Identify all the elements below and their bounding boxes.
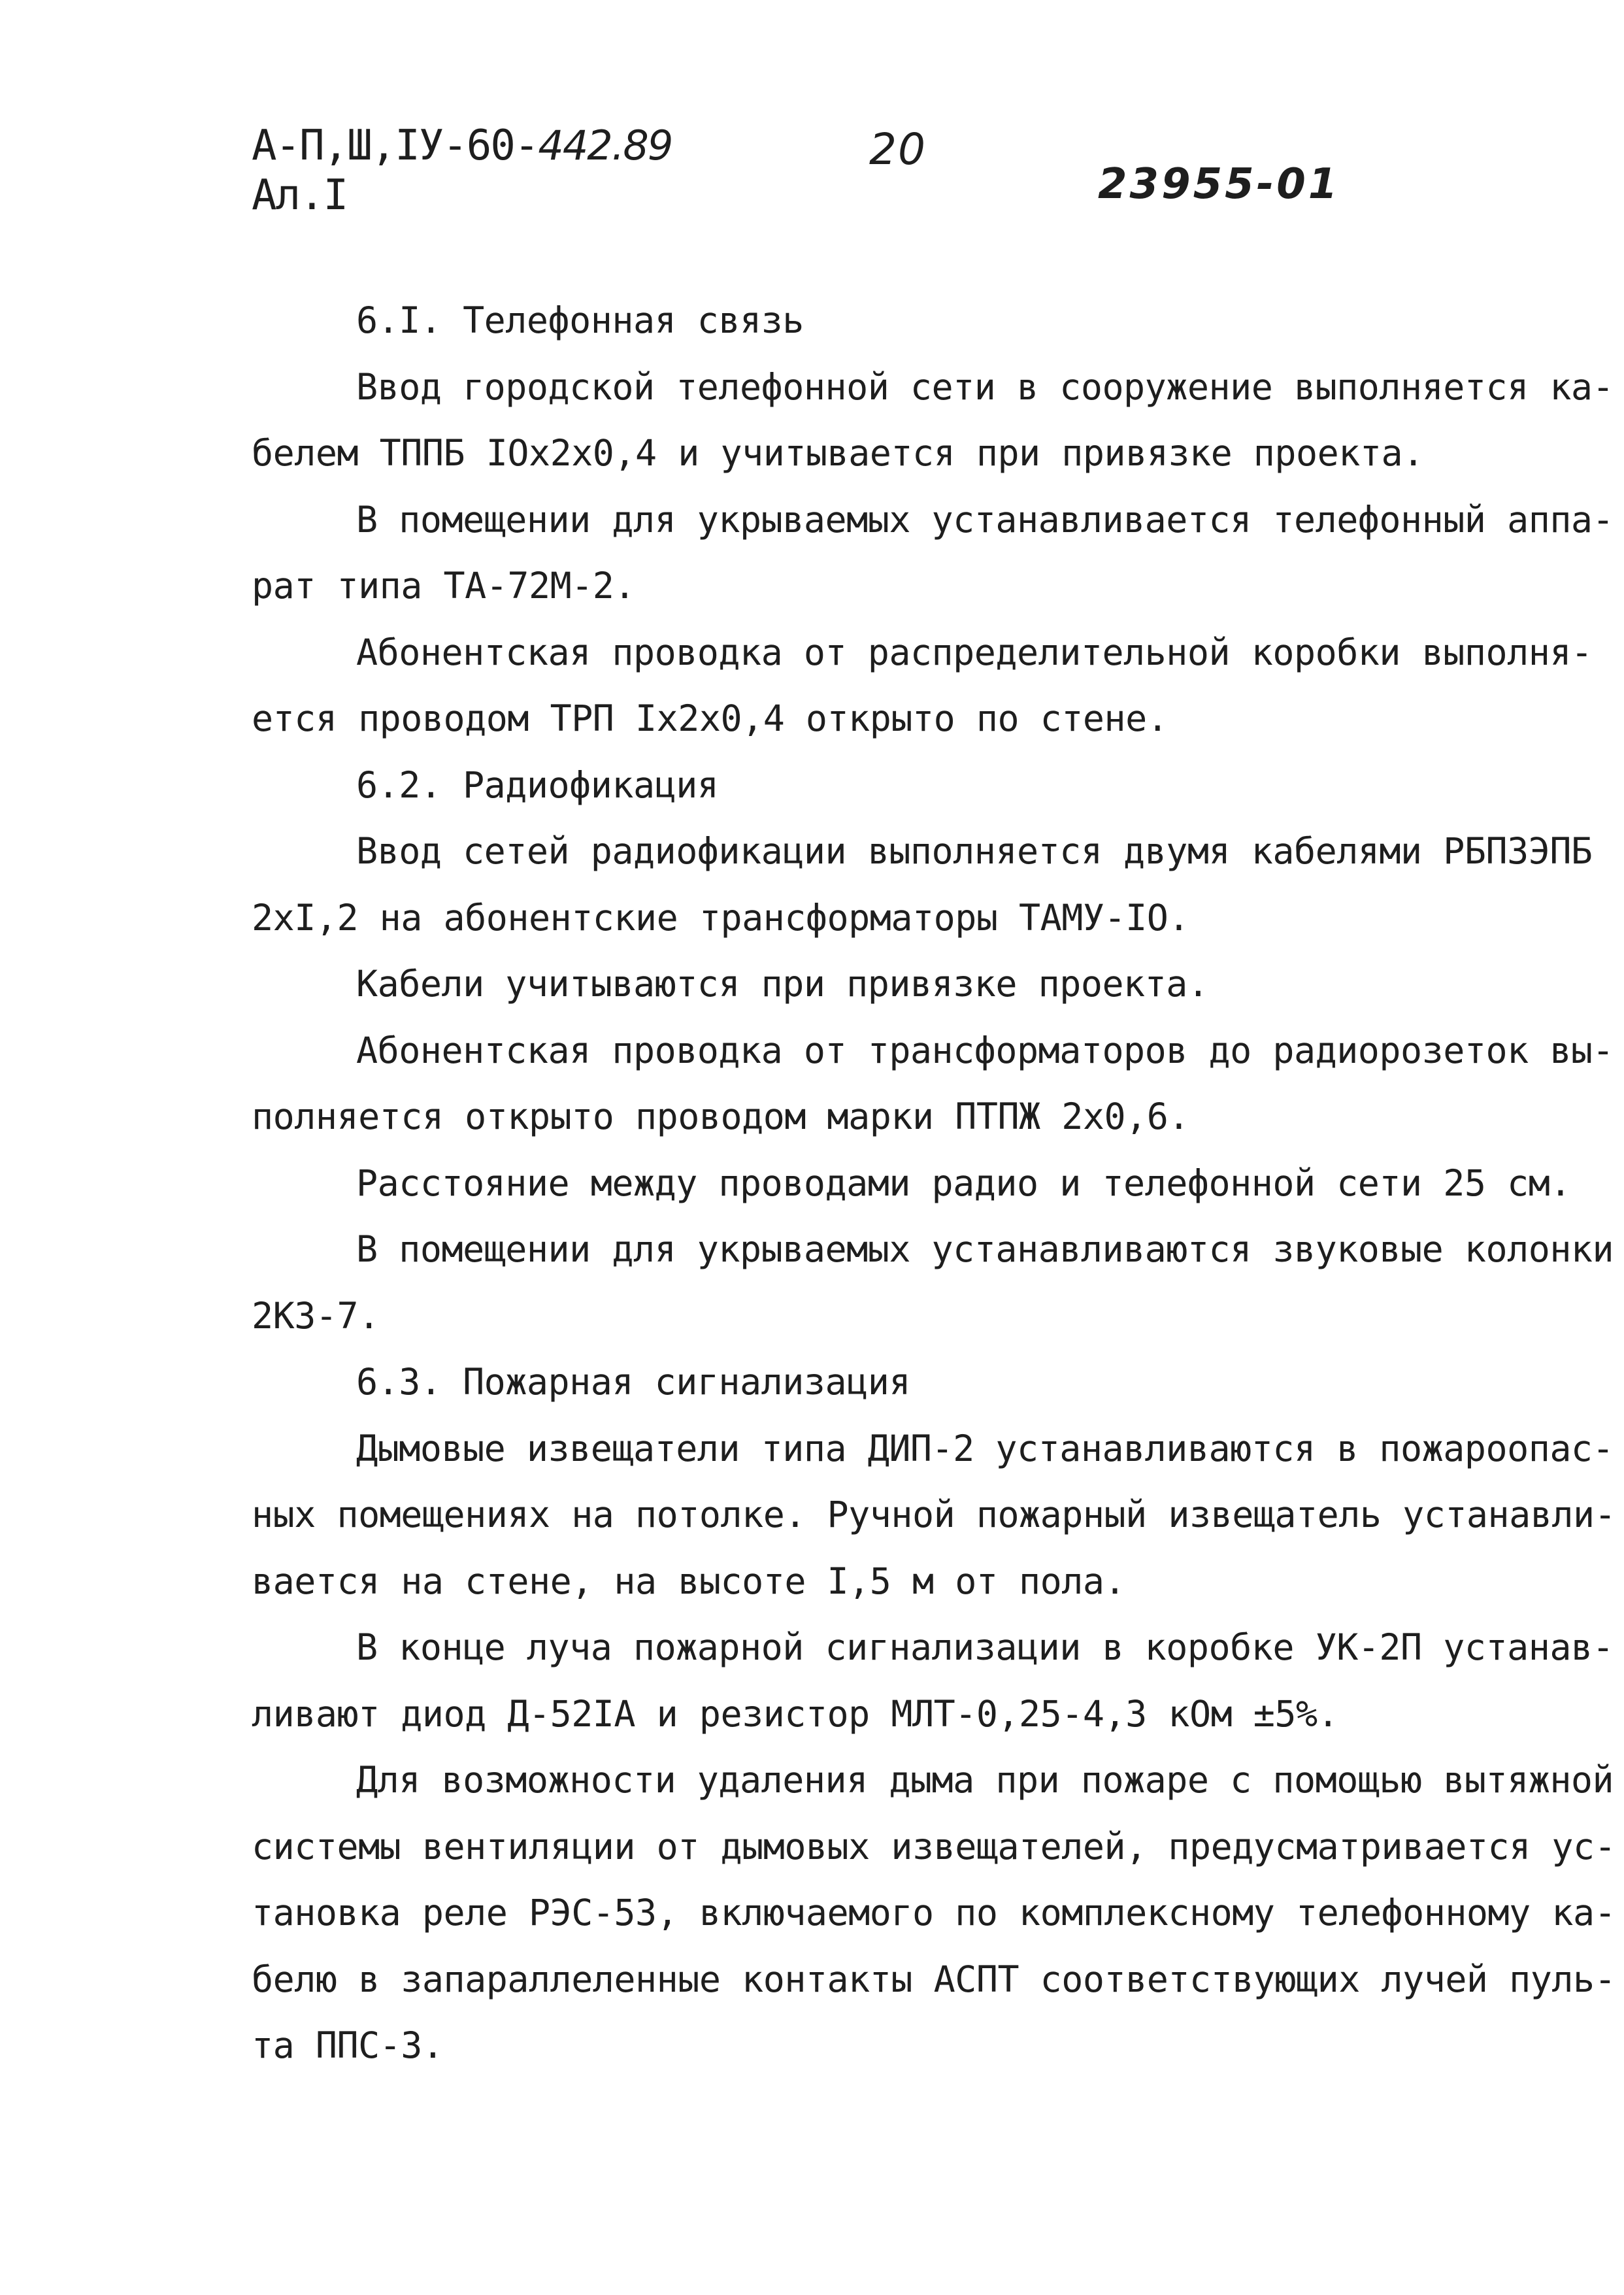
text-line: 6.3. Пожарная сигнализация [356, 1361, 910, 1403]
text-line: Ввод городской телефонной сети в сооружение выполняется ка- [356, 365, 1614, 408]
page-number: 20 [869, 124, 927, 175]
text-line: Ввод сетей радиофикации выполняется двумя кабелями РБПЗЭПБ [356, 830, 1593, 872]
text-line: белем ТППБ IOx2x0,4 и учитывается при привязке проекта. [252, 432, 1424, 474]
text-line: 6.I. Телефонная связь [356, 299, 804, 341]
text-line: системы вентиляции от дымовых извещателей, предусматривается ус- [252, 1825, 1616, 1868]
document-code-printed: А-П,Ш,IУ-60- [252, 122, 539, 170]
document-code-handwritten: 442.89 [538, 122, 672, 169]
document-code-block [252, 121, 672, 220]
text-line: 2КЗ-7. [252, 1294, 380, 1337]
text-line: В конце луча пожарной сигнализации в коробке УК-2П устанав- [356, 1626, 1614, 1668]
text-line: ливают диод Д-52IА и резистор МЛТ-0,25-4,3 кОм ±5%. [252, 1692, 1339, 1735]
text-line: Абонентская проводка от распределительной коробки выполня- [356, 631, 1593, 673]
document-code [252, 121, 672, 171]
text-line: 6.2. Радиофикация [356, 763, 719, 806]
text-line: Для возможности удаления дыма при пожаре с помощью вытяжной [356, 1759, 1614, 1801]
text-line: та ППС-3. [252, 2024, 444, 2066]
text-line: Дымовые извещатели типа ДИП-2 устанавливаются в пожароопас- [356, 1427, 1614, 1469]
text-line: ных помещениях на потолке. Ручной пожарный извещатель устанавли- [252, 1494, 1616, 1535]
text-line: тановка реле РЭС-53, включаемого по комплексному телефонному ка- [252, 1892, 1616, 1934]
sheet-label: Ал.I [252, 171, 348, 220]
text-line: ется проводом ТРП Ix2x0,4 открыто по стене. [252, 697, 1168, 739]
text-line: 2xI,2 на абонентские трансформаторы ТАМУ-IO. [252, 896, 1189, 939]
document-body [252, 288, 1616, 2079]
text-line: Расстояние между проводами радио и телефонной сети 25 см. [356, 1162, 1571, 1204]
text-line: Абонентская проводка от трансформаторов до радиорозеток вы- [356, 1029, 1614, 1071]
text-line: вается на стене, на высоте I,5 м от пола. [252, 1560, 1126, 1602]
text-line: полняется открыто проводом марки ПТПЖ 2x0,6. [252, 1096, 1189, 1137]
inventory-number: 23955-01 [1098, 160, 1340, 209]
text-line: белю в запараллеленные контакты АСПТ соответствующих лучей пуль- [252, 1958, 1616, 2000]
text-line: В помещении для укрываемых устанавливаются звуковые колонки [356, 1228, 1614, 1270]
text-line: рат типа ТА-72М-2. [252, 565, 636, 607]
text-line: Кабели учитываются при привязке проекта. [356, 963, 1209, 1005]
text-line: В помещении для укрываемых устанавливается телефонный аппа- [356, 498, 1614, 541]
